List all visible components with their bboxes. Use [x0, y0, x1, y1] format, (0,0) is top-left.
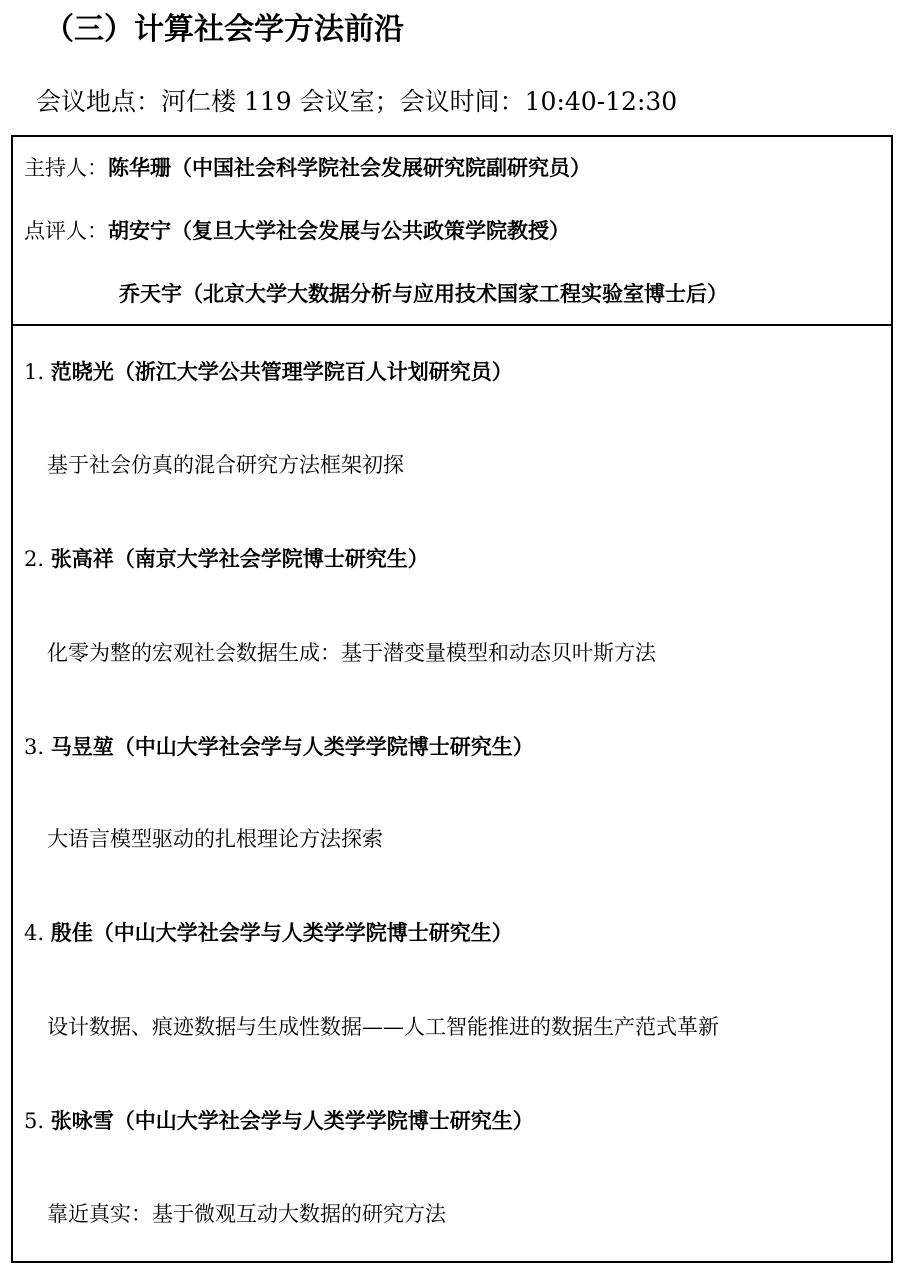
discussant-name-2: 乔天宇（北京大学大数据分析与应用技术国家工程实验室博士后） [119, 281, 728, 306]
location-value: 河仁楼 119 会议室； [161, 87, 400, 116]
talk-3-speaker: 马昱堃（中山大学社会学与人类学学院博士研究生） [50, 734, 534, 759]
session-table [11, 135, 893, 1263]
talk-2-speaker-row [24, 544, 429, 574]
talk-4-number: 4. [24, 921, 45, 945]
chair-row [24, 153, 591, 183]
talk-2-speaker: 张高祥（南京大学社会学院博士研究生） [50, 546, 429, 571]
chair-label: 主持人： [24, 156, 108, 180]
talk-3-number: 3. [24, 735, 45, 759]
talk-5-speaker: 张咏雪（中山大学社会学与人类学学院博士研究生） [50, 1108, 534, 1133]
table-divider [13, 324, 891, 326]
discussant-row [24, 216, 570, 246]
talk-5-title: 靠近真实：基于微观互动大数据的研究方法 [47, 1202, 446, 1226]
talk-3-title: 大语言模型驱动的扎根理论方法探索 [47, 827, 383, 851]
talk-2-number: 2. [24, 547, 45, 571]
time-label: 会议时间： [399, 87, 525, 116]
talk-1-title: 基于社会仿真的混合研究方法框架初探 [47, 453, 404, 477]
talk-5-speaker-row [24, 1106, 534, 1136]
talk-3-speaker-row [24, 732, 534, 762]
talk-4-speaker: 殷佳（中山大学社会学与人类学学院博士研究生） [50, 920, 513, 945]
talk-1-speaker: 范晓光（浙江大学公共管理学院百人计划研究员） [50, 359, 513, 384]
chair-name: 陈华珊（中国社会科学院社会发展研究院副研究员） [108, 155, 591, 180]
discussant-label: 点评人： [24, 219, 108, 243]
meeting-info [36, 84, 677, 120]
talk-1-speaker-row [24, 357, 513, 387]
talk-2-title: 化零为整的宏观社会数据生成：基于潜变量模型和动态贝叶斯方法 [47, 641, 656, 665]
time-value: 10:40-12:30 [524, 87, 678, 116]
talk-4-speaker-row [24, 918, 513, 948]
talk-1-number: 1. [24, 360, 45, 384]
discussant-name-1: 胡安宁（复旦大学社会发展与公共政策学院教授） [108, 218, 570, 243]
location-label: 会议地点： [36, 87, 162, 116]
section-title: （三）计算社会学方法前沿 [44, 12, 404, 47]
talk-4-title: 设计数据、痕迹数据与生成性数据——人工智能推进的数据生产范式革新 [47, 1015, 719, 1039]
talk-5-number: 5. [24, 1109, 45, 1133]
